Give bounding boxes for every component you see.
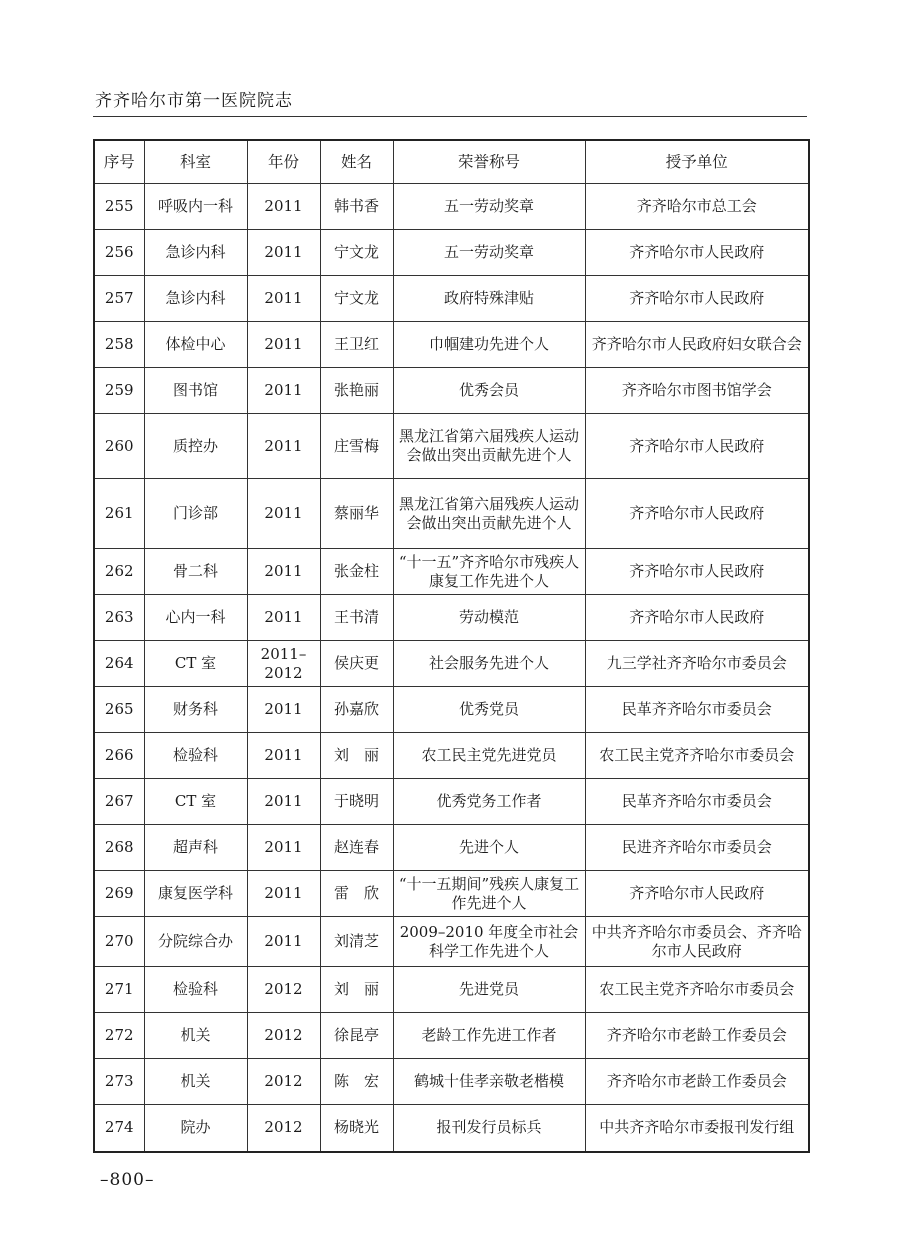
- cell-name: 雷 欣: [320, 871, 393, 917]
- cell-department: 图书馆: [144, 368, 247, 414]
- cell-department: 分院综合办: [144, 917, 247, 967]
- cell-granting-unit: 齐齐哈尔市老龄工作委员会: [585, 1013, 809, 1059]
- cell-year: 2011–2012: [247, 641, 320, 687]
- cell-year: 2012: [247, 1059, 320, 1105]
- cell-index: 267: [94, 779, 144, 825]
- cell-year: 2012: [247, 1105, 320, 1152]
- table-row: [94, 184, 809, 230]
- cell-department: 质控办: [144, 414, 247, 479]
- cell-year: 2011: [247, 322, 320, 368]
- cell-name: 韩书香: [320, 184, 393, 230]
- cell-index: 256: [94, 230, 144, 276]
- cell-granting-unit: 齐齐哈尔市图书馆学会: [585, 368, 809, 414]
- cell-honor: 农工民主党先进党员: [393, 733, 585, 779]
- table-row: [94, 871, 809, 917]
- cell-department: 财务科: [144, 687, 247, 733]
- cell-name: 庄雪梅: [320, 414, 393, 479]
- table-row: [94, 1059, 809, 1105]
- table-row: [94, 322, 809, 368]
- cell-honor: 2009–2010 年度全市社会科学工作先进个人: [393, 917, 585, 967]
- honors-table: [93, 139, 810, 1153]
- table-row: [94, 549, 809, 595]
- cell-index: 257: [94, 276, 144, 322]
- cell-name: 王书清: [320, 595, 393, 641]
- cell-granting-unit: 民革齐齐哈尔市委员会: [585, 779, 809, 825]
- cell-year: 2011: [247, 276, 320, 322]
- cell-department: 呼吸内一科: [144, 184, 247, 230]
- cell-department: 体检中心: [144, 322, 247, 368]
- cell-index: 268: [94, 825, 144, 871]
- cell-name: 陈 宏: [320, 1059, 393, 1105]
- cell-granting-unit: 农工民主党齐齐哈尔市委员会: [585, 733, 809, 779]
- cell-department: 康复医学科: [144, 871, 247, 917]
- cell-name: 徐昆亭: [320, 1013, 393, 1059]
- cell-index: 259: [94, 368, 144, 414]
- cell-year: 2011: [247, 184, 320, 230]
- cell-index: 260: [94, 414, 144, 479]
- cell-honor: 黑龙江省第六届残疾人运动会做出突出贡献先进个人: [393, 479, 585, 549]
- cell-honor: 先进个人: [393, 825, 585, 871]
- cell-index: 261: [94, 479, 144, 549]
- table-row: [94, 276, 809, 322]
- cell-name: 张金柱: [320, 549, 393, 595]
- table-row: [94, 414, 809, 479]
- header-cell-honor: 荣誉称号: [393, 140, 585, 184]
- header-cell-department: 科室: [144, 140, 247, 184]
- cell-granting-unit: 民革齐齐哈尔市委员会: [585, 687, 809, 733]
- cell-year: 2011: [247, 779, 320, 825]
- cell-year: 2011: [247, 595, 320, 641]
- cell-name: 孙嘉欣: [320, 687, 393, 733]
- cell-name: 刘清芝: [320, 917, 393, 967]
- table-row: [94, 230, 809, 276]
- cell-honor: 报刊发行员标兵: [393, 1105, 585, 1152]
- cell-honor: 优秀会员: [393, 368, 585, 414]
- cell-granting-unit: 齐齐哈尔市总工会: [585, 184, 809, 230]
- cell-year: 2011: [247, 825, 320, 871]
- cell-year: 2012: [247, 1013, 320, 1059]
- header-cell-granting-unit: 授予单位: [585, 140, 809, 184]
- cell-department: CT 室: [144, 641, 247, 687]
- table-row: [94, 779, 809, 825]
- cell-granting-unit: 九三学社齐齐哈尔市委员会: [585, 641, 809, 687]
- table-body: [94, 184, 809, 1152]
- cell-honor: 优秀党员: [393, 687, 585, 733]
- cell-honor: 五一劳动奖章: [393, 184, 585, 230]
- cell-granting-unit: 齐齐哈尔市人民政府: [585, 595, 809, 641]
- cell-index: 266: [94, 733, 144, 779]
- cell-honor: “十一五”齐齐哈尔市残疾人康复工作先进个人: [393, 549, 585, 595]
- cell-year: 2011: [247, 733, 320, 779]
- cell-honor: 劳动模范: [393, 595, 585, 641]
- cell-honor: “十一五期间”残疾人康复工作先进个人: [393, 871, 585, 917]
- cell-department: 心内一科: [144, 595, 247, 641]
- cell-index: 271: [94, 967, 144, 1013]
- cell-granting-unit: 民进齐齐哈尔市委员会: [585, 825, 809, 871]
- cell-name: 于晓明: [320, 779, 393, 825]
- running-head: 齐齐哈尔市第一医院院志: [95, 91, 293, 111]
- cell-index: 255: [94, 184, 144, 230]
- cell-year: 2012: [247, 967, 320, 1013]
- cell-index: 262: [94, 549, 144, 595]
- cell-name: 刘 丽: [320, 733, 393, 779]
- cell-honor: 老龄工作先进工作者: [393, 1013, 585, 1059]
- cell-granting-unit: 中共齐齐哈尔市委员会、齐齐哈尔市人民政府: [585, 917, 809, 967]
- cell-name: 王卫红: [320, 322, 393, 368]
- cell-index: 265: [94, 687, 144, 733]
- cell-name: 宁文龙: [320, 276, 393, 322]
- table-row: [94, 917, 809, 967]
- table-row: [94, 687, 809, 733]
- cell-name: 宁文龙: [320, 230, 393, 276]
- table-row: [94, 595, 809, 641]
- cell-department: CT 室: [144, 779, 247, 825]
- cell-honor: 鹤城十佳孝亲敬老楷模: [393, 1059, 585, 1105]
- cell-granting-unit: 齐齐哈尔市老龄工作委员会: [585, 1059, 809, 1105]
- cell-index: 273: [94, 1059, 144, 1105]
- header-cell-name: 姓名: [320, 140, 393, 184]
- cell-granting-unit: 齐齐哈尔市人民政府妇女联合会: [585, 322, 809, 368]
- cell-year: 2011: [247, 687, 320, 733]
- cell-department: 超声科: [144, 825, 247, 871]
- table-row: [94, 733, 809, 779]
- cell-department: 机关: [144, 1013, 247, 1059]
- cell-department: 机关: [144, 1059, 247, 1105]
- cell-year: 2011: [247, 368, 320, 414]
- cell-granting-unit: 齐齐哈尔市人民政府: [585, 549, 809, 595]
- cell-department: 检验科: [144, 967, 247, 1013]
- table-row: [94, 1013, 809, 1059]
- cell-honor: 巾帼建功先进个人: [393, 322, 585, 368]
- cell-granting-unit: 齐齐哈尔市人民政府: [585, 276, 809, 322]
- table-row: [94, 967, 809, 1013]
- cell-honor: 社会服务先进个人: [393, 641, 585, 687]
- cell-index: 258: [94, 322, 144, 368]
- cell-name: 杨晓光: [320, 1105, 393, 1152]
- cell-granting-unit: 中共齐齐哈尔市委报刊发行组: [585, 1105, 809, 1152]
- cell-honor: 五一劳动奖章: [393, 230, 585, 276]
- cell-granting-unit: 齐齐哈尔市人民政府: [585, 230, 809, 276]
- table-row: [94, 479, 809, 549]
- cell-name: 刘 丽: [320, 967, 393, 1013]
- cell-index: 272: [94, 1013, 144, 1059]
- table-header-row: [94, 140, 809, 184]
- cell-honor: 优秀党务工作者: [393, 779, 585, 825]
- cell-year: 2011: [247, 549, 320, 595]
- cell-index: 264: [94, 641, 144, 687]
- cell-department: 急诊内科: [144, 276, 247, 322]
- table-row: [94, 825, 809, 871]
- cell-department: 门诊部: [144, 479, 247, 549]
- cell-department: 骨二科: [144, 549, 247, 595]
- table-row: [94, 641, 809, 687]
- cell-index: 274: [94, 1105, 144, 1152]
- cell-honor: 先进党员: [393, 967, 585, 1013]
- cell-year: 2011: [247, 414, 320, 479]
- cell-department: 急诊内科: [144, 230, 247, 276]
- header-rule: [93, 116, 807, 117]
- cell-name: 侯庆更: [320, 641, 393, 687]
- cell-year: 2011: [247, 230, 320, 276]
- cell-year: 2011: [247, 479, 320, 549]
- cell-department: 检验科: [144, 733, 247, 779]
- cell-name: 蔡丽华: [320, 479, 393, 549]
- cell-honor: 政府特殊津贴: [393, 276, 585, 322]
- cell-index: 270: [94, 917, 144, 967]
- cell-department: 院办: [144, 1105, 247, 1152]
- header-cell-index: 序号: [94, 140, 144, 184]
- table-row: [94, 1105, 809, 1152]
- cell-year: 2011: [247, 917, 320, 967]
- cell-name: 张艳丽: [320, 368, 393, 414]
- cell-granting-unit: 齐齐哈尔市人民政府: [585, 414, 809, 479]
- cell-honor: 黑龙江省第六届残疾人运动会做出突出贡献先进个人: [393, 414, 585, 479]
- cell-granting-unit: 农工民主党齐齐哈尔市委员会: [585, 967, 809, 1013]
- cell-year: 2011: [247, 871, 320, 917]
- cell-index: 269: [94, 871, 144, 917]
- table-row: [94, 368, 809, 414]
- header-cell-year: 年份: [247, 140, 320, 184]
- page-number: –800–: [100, 1170, 155, 1190]
- cell-index: 263: [94, 595, 144, 641]
- cell-name: 赵连春: [320, 825, 393, 871]
- cell-granting-unit: 齐齐哈尔市人民政府: [585, 479, 809, 549]
- cell-granting-unit: 齐齐哈尔市人民政府: [585, 871, 809, 917]
